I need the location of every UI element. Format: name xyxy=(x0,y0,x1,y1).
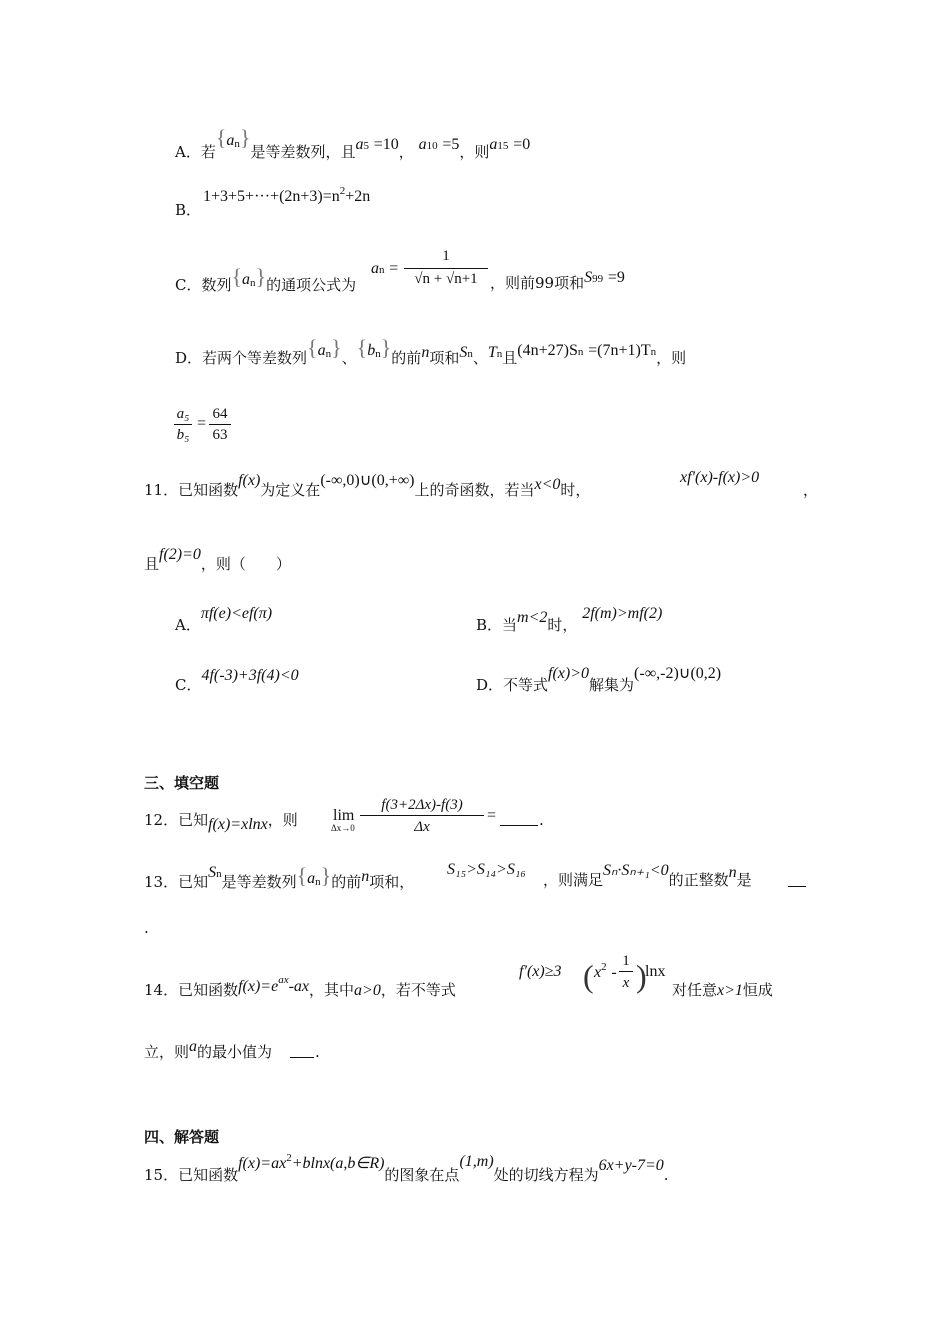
q14-ln: lnx xyxy=(645,963,666,980)
q12-frac-den: Δx xyxy=(414,819,430,835)
q11-comma: ， xyxy=(803,481,819,499)
q14-frac-den: x xyxy=(622,975,630,991)
q10-c-lhs: an = xyxy=(371,260,399,277)
q12-stem: 12．已知f(x)=xlnx，则 xyxy=(144,811,298,833)
q10-option-b: B． xyxy=(175,201,202,219)
q13-stem: 13．已知Sn是等差数列{an}的前n项和， xyxy=(144,863,415,891)
q10-d-rfrac-num: 64 xyxy=(212,406,228,422)
q12-lim: lim xyxy=(333,807,355,824)
q11-stem-2: 且f(2)=0，则（ ） xyxy=(144,546,291,573)
q12-frac-bar xyxy=(360,815,484,816)
q14-paren-left: ( xyxy=(583,958,594,994)
q13-ineq: S₁₅>S₁₄>S₁₆ xyxy=(447,861,526,878)
section-3-heading: 三、填空题 xyxy=(144,774,220,792)
q12-end: . xyxy=(539,811,544,829)
q10-d-frac-den: b₅ xyxy=(176,427,190,443)
q11-option-c: C．4f(-3)+3f(4)<0 xyxy=(175,667,299,694)
q10-d-frac-bar xyxy=(174,424,192,425)
q10-d-frac-eq: = xyxy=(197,415,207,432)
q11-option-a: A．πf(e)<ef(π) xyxy=(175,605,273,634)
q14-ineq-lhs: f′(x)≥3 xyxy=(519,963,562,980)
q14-end: . xyxy=(315,1043,320,1061)
q14-paren-right: ) xyxy=(636,958,647,994)
q14-frac-num: 1 xyxy=(622,953,630,969)
q10-c-tail: ，则前99项和S99 =9 xyxy=(490,269,625,292)
q12-eq: = xyxy=(487,807,497,824)
q14-stem: 14．已知函数$f(x)=e^{ax}-ax$，其中a>0，若不等式 xyxy=(144,974,456,999)
q10-c-frac-num: 1 xyxy=(442,248,450,264)
q11-option-d: D．不等式f(x)>0解集为(-∞,-2)∪(0,2) xyxy=(476,665,722,694)
q11-ineq: xf′(x)-f(x)>0 xyxy=(680,469,760,486)
q13-answer-blank[interactable] xyxy=(788,886,806,887)
q12-frac-num: f(3+2Δx)-f(3) xyxy=(381,797,463,813)
q10-c-frac-bar xyxy=(404,268,488,269)
q10-option-d: D．若两个等差数列$\{a^n\}$、$\{b^n\}$的前n项和Sn、Tn且(4n+27)Sn =(7n+1)Tn，则 xyxy=(175,335,687,367)
q10-d-rfrac-den: 63 xyxy=(212,427,228,443)
q10-d-rfrac-bar xyxy=(209,424,231,425)
q13-tail: ，则满足Sₙ·Sₙ₊₁<0的正整数n是 xyxy=(543,862,752,889)
q14-frac-bar xyxy=(619,971,633,972)
q14-answer-blank[interactable] xyxy=(290,1057,314,1058)
q14-stem-2: 立，则a的最小值为 xyxy=(144,1038,273,1061)
q12-lim-sub: Δx→0 xyxy=(331,823,355,833)
q10-d-frac-num: a₅ xyxy=(176,406,190,422)
q10-option-a: A．若$\{a^n\}$是等差数列，且a5 =10， a10 =5，则a15 =0 xyxy=(175,125,531,161)
q12-answer-blank[interactable] xyxy=(500,825,538,826)
q13-end: . xyxy=(144,919,149,937)
q11-stem: 11．已知函数f(x)为定义在(-∞,0)∪(0,+∞)上的奇函数，若当x<0时， xyxy=(144,472,591,499)
q11-option-b: B．当m<2时， 2f(m)>mf(2) xyxy=(476,605,663,634)
q10-option-c: C．数列$\{a^n\}$的通项公式为 xyxy=(175,264,357,294)
q10-c-frac-den: √n + √n+1 xyxy=(414,271,478,287)
q14-tail: 对任意x>1恒成 xyxy=(672,981,773,999)
q10-option-b-expr: $1+3+5+\cdot\cdot\cdot+(2n+3)=n^2+2n$ xyxy=(203,185,371,205)
q15-stem: 15．已知函数$f(x)=ax^2+blnx(a,b\in R)$的图象在点(1,m)处的切线方程为6x+y-7=0. xyxy=(144,1152,669,1184)
q14-x2: $x^2$ - xyxy=(594,961,617,981)
section-4-heading: 四、解答题 xyxy=(144,1128,220,1146)
